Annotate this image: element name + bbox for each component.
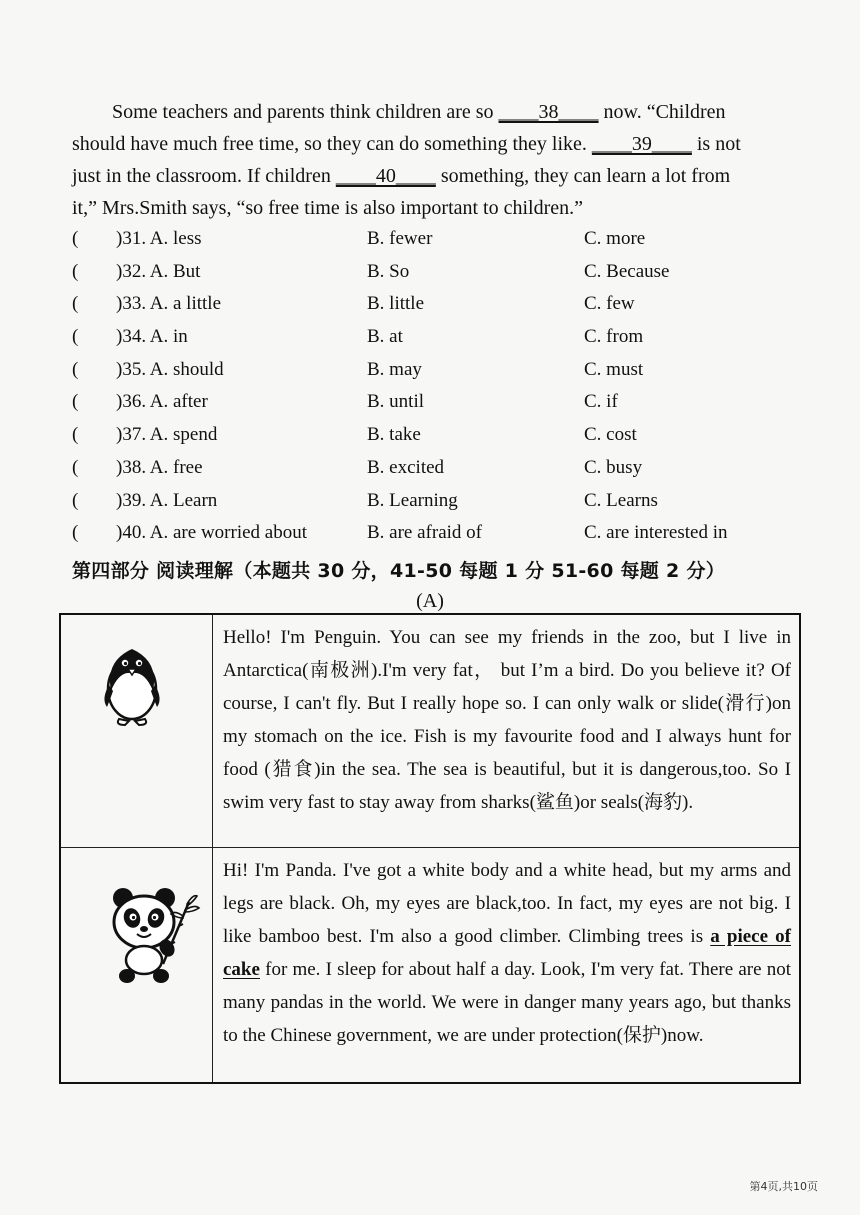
option-b: B. So [367,260,410,282]
answer-paren: ( [72,489,79,511]
option-b: B. until [367,391,425,413]
option-a: )33. A. a little [116,293,222,315]
panda-icon [105,882,201,986]
answer-paren: ( [72,424,79,446]
passage-line [72,160,792,192]
question-row [72,520,792,553]
passage-text: Some teachers and parents think children are so [112,101,499,123]
passage-label: (A) [416,590,444,612]
option-c: C. Learns [584,489,658,511]
question-row [72,324,792,357]
answer-paren: ( [72,228,79,249]
penguin-text-cell: Hello! I'm Penguin. You can see my friends in the zoo, but I live in Antarctica(南极洲).I'm very fat， but I’m a bird. Do you believe it? Of course, I can't fly. But I really hope so. I can only walk or slide(滑行)on my stomach on the ice. Fish is my favourite food and I always hunt for food (猎食)in the sea. The sea is beautiful, but it is dangerous,too. So I swim very fast to stay away from sharks(鲨鱼)or seals(海豹). [213,614,801,848]
option-c: C. Because [584,260,670,282]
option-a: )36. A. after [116,391,208,413]
passage-text: now. “Children [598,101,726,123]
passage-text: something, they can learn a lot from [435,165,731,187]
option-b: B. are afraid of [367,522,482,544]
option-c: C. if [584,391,618,413]
option-c: C. few [584,293,635,315]
option-a: )31. A. less [116,228,202,249]
option-b: B. fewer [367,228,433,249]
blank-38: ____38____ [498,101,599,123]
question-row [72,389,792,422]
option-b: B. may [367,358,422,380]
passage-line [72,96,792,128]
option-a: )40. A. are worried about [116,522,307,544]
panda-picture-cell [60,848,213,1084]
option-c: C. must [584,358,644,380]
question-row [72,422,792,455]
option-a: )39. A. Learn [116,489,218,511]
passage-text: should have much free time, so they can do something they like. [72,133,592,155]
option-c: C. are interested in [584,522,728,544]
option-b: B. Learning [367,489,458,511]
option-b: B. at [367,326,403,348]
table-row [60,848,800,1084]
panda-text-cell [213,848,801,1084]
answer-paren: ( [72,391,79,413]
option-c: C. cost [584,424,637,446]
answer-paren: ( [72,326,79,348]
penguin-picture-cell [60,614,213,848]
question-list [72,226,792,553]
option-a: )32. A. But [116,260,201,282]
blank-39: ____39____ [591,133,692,155]
option-c: C. more [584,228,646,249]
option-b: B. take [367,424,421,446]
passage-line: it,” Mrs.Smith says, “so free time is also important to children.” [72,197,584,219]
option-b: B. little [367,293,424,315]
option-a: )35. A. should [116,358,224,380]
question-row [72,226,792,259]
answer-paren: ( [72,358,79,380]
reading-table [59,613,801,1084]
option-a: )37. A. spend [116,424,218,446]
option-a: )34. A. in [116,326,188,348]
table-row [60,614,800,848]
question-row [72,291,792,324]
option-c: C. busy [584,456,643,478]
cloze-passage-ending [72,96,792,224]
question-row [72,455,792,488]
section-heading: 第四部分 阅读理解（本题共 30 分，41-50 每题 1 分 51-60 每题 2 分） [72,560,726,582]
passage-text: is not [691,133,741,155]
penguin-icon [99,641,165,727]
question-row [72,259,792,292]
option-c: C. from [584,326,644,348]
passage-line [72,128,792,160]
answer-paren: ( [72,522,79,544]
question-row [72,488,792,521]
answer-paren: ( [72,260,79,282]
passage-text: just in the classroom. If children [72,165,336,187]
blank-40: ____40____ [335,165,436,187]
option-a: )38. A. free [116,456,203,478]
underlined-phrase: a piece of cake [223,926,791,980]
answer-paren: ( [72,456,79,478]
option-b: B. excited [367,456,445,478]
question-row [72,357,792,390]
panda-text: Hi! I'm Panda. I've got a white body and a white head, but my arms and legs are black. Oh, my eyes are black,too. In fact, my eyes are not big. I like bamboo best. I'm also a good climber. Climbing trees is [223,860,791,947]
page-number: 第4页,共10页 [749,1180,818,1193]
answer-paren: ( [72,293,79,315]
panda-text: for me. I sleep for about half a day. Look, I'm very fat. There are not many pandas in the world. We were in danger many years ago, but thanks to the Chinese government, we are under protection(保护)now. [223,959,791,1046]
